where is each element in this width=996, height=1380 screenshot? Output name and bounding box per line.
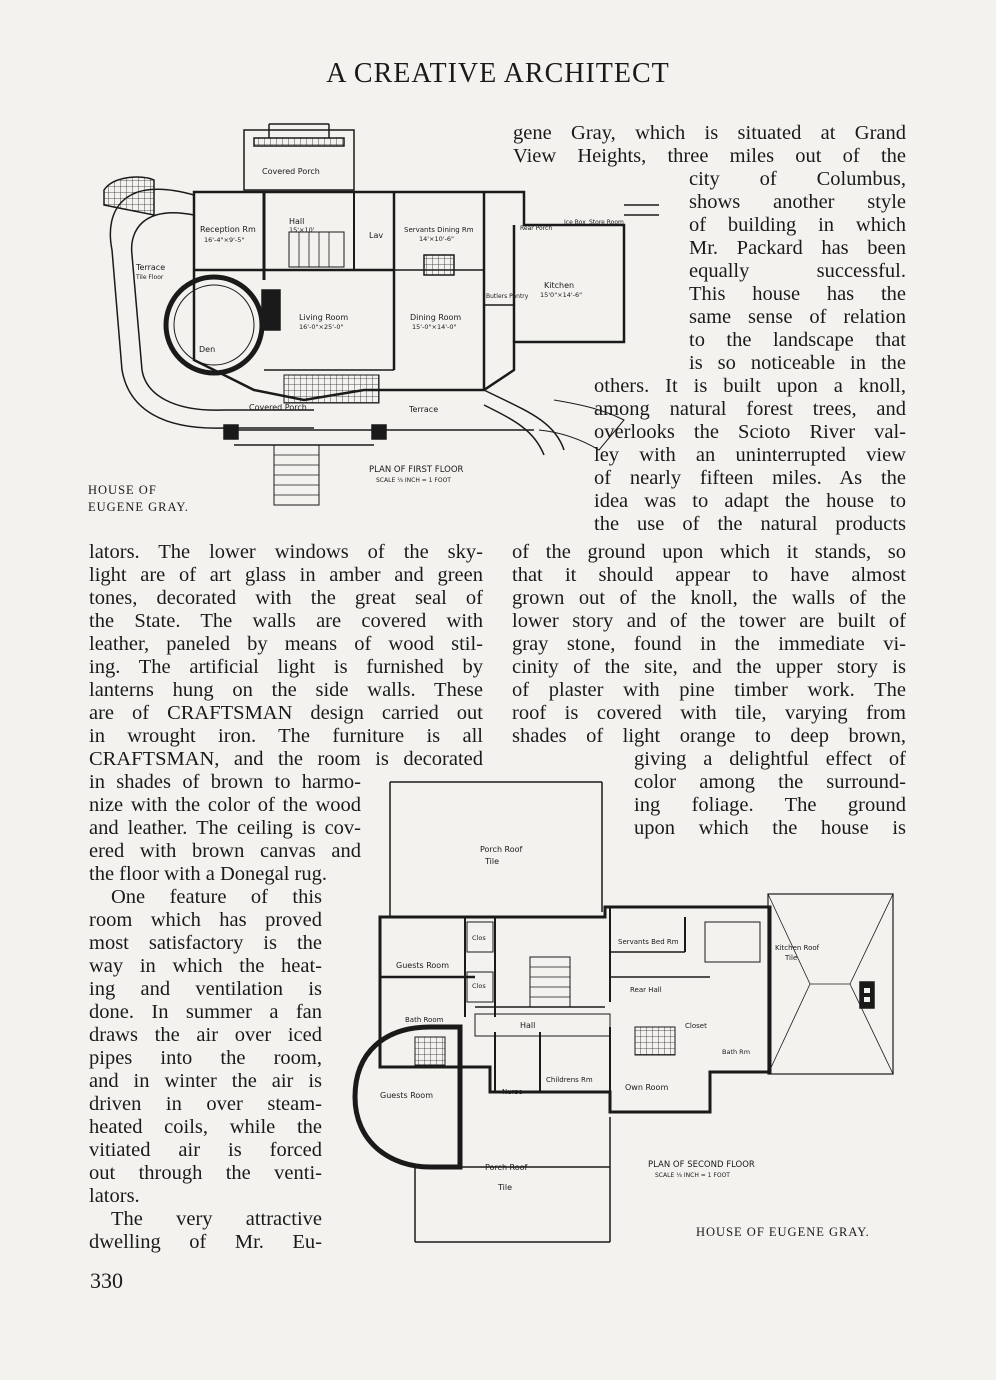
- plan-first-scale: SCALE ⅛ INCH = 1 FOOT: [376, 477, 451, 484]
- text-line: is so noticeable in the: [689, 352, 906, 374]
- plan-second-title: PLAN OF SECOND FLOOR: [648, 1160, 755, 1170]
- second-floor-plan-drawing: [340, 772, 912, 1250]
- first-floor-plan-drawing: [84, 120, 664, 520]
- label-bath-room-left: Bath Room: [405, 1016, 444, 1024]
- text-line: idea was to adapt the house to: [594, 490, 906, 512]
- plan-second-scale: SCALE ⅛ INCH = 1 FOOT: [655, 1172, 730, 1179]
- text-line: giving a delightful effect of: [634, 748, 906, 770]
- text-line: that it should appear to have almost: [512, 564, 906, 586]
- text-line: ing and ventilation is: [89, 978, 322, 1000]
- page-title: A CREATIVE ARCHITECT: [326, 58, 670, 89]
- text-line: way in which the heat-: [89, 955, 322, 977]
- label-hall-dim: 15'×10': [289, 226, 315, 234]
- text-line: room which has proved: [89, 909, 322, 931]
- text-line: One feature of this: [111, 886, 322, 908]
- label-terrace-bottom: Terrace: [409, 405, 439, 414]
- text-line: driven in over steam-: [89, 1093, 322, 1115]
- text-line: of nearly fifteen miles. As the: [594, 467, 906, 489]
- caption-second-floor: HOUSE OF EUGENE GRAY.: [696, 1225, 870, 1239]
- text-line: gray stone, found in the immediate vi-: [512, 633, 906, 655]
- first-floor-plan: [84, 120, 664, 520]
- text-line: dwelling of Mr. Eu-: [89, 1231, 322, 1253]
- text-line: This house has the: [689, 283, 906, 305]
- text-line: most satisfactory is the: [89, 932, 322, 954]
- label-reception-dim: 16'-4"×9'-5": [204, 236, 245, 244]
- text-line: pipes into the room,: [89, 1047, 322, 1069]
- label-servants-dim: 14'×10'-6": [419, 235, 455, 243]
- label-living-dim: 16'-0"×25'-0": [299, 323, 344, 331]
- label-bath-rm-right: Bath Rm: [722, 1048, 751, 1056]
- label-kitchen-roof: Kitchen Roof: [775, 944, 820, 952]
- label-guests-room-top: Guests Room: [396, 961, 449, 970]
- text-line: color among the surround-: [634, 771, 906, 793]
- label-kitchen-dim: 15'0"×14'-6": [540, 291, 583, 299]
- text-line: upon which the house is: [634, 817, 906, 839]
- text-line: shows another style: [689, 191, 906, 213]
- text-line: cinity of the site, and the upper story is: [512, 656, 906, 678]
- label-living: Living Room: [299, 313, 349, 322]
- label-kitchen: Kitchen: [544, 281, 575, 290]
- text-line: shades of light orange to deep brown,: [512, 725, 906, 747]
- text-line: of plaster with pine timber work. The: [512, 679, 906, 701]
- text-line: to the landscape that: [689, 329, 906, 351]
- label-rear-hall: Rear Hall: [630, 986, 662, 994]
- label-porch-roof-top: Porch Roof: [480, 845, 523, 854]
- text-line: lators.: [89, 1185, 140, 1207]
- label-covered-porch-top: Covered Porch: [262, 167, 320, 176]
- plan-first-title: PLAN OF FIRST FLOOR: [369, 465, 464, 475]
- caption-first-line-1: HOUSE OF: [88, 483, 157, 497]
- label-lav: Lav: [369, 231, 384, 240]
- text-line: vitiated air is forced: [89, 1139, 322, 1161]
- left-full-text: [89, 541, 483, 771]
- text-line: ing foliage. The ground: [634, 794, 906, 816]
- label-servants-bed: Servants Bed Rm: [618, 938, 679, 946]
- right-top-text: [513, 122, 906, 168]
- label-reception: Reception Rm: [200, 225, 256, 234]
- text-line: ered with brown canvas and: [89, 840, 361, 862]
- second-floor-plan: [340, 772, 912, 1250]
- text-line: CRAFTSMAN, and the room is decorated: [89, 748, 483, 770]
- text-line: nize with the color of the wood: [89, 794, 361, 816]
- text-line: roof is covered with tile, varying from: [512, 702, 906, 724]
- text-line: overlooks the Scioto River val-: [594, 421, 906, 443]
- text-line: same sense of relation: [689, 306, 906, 328]
- text-line: draws the air over iced: [89, 1024, 322, 1046]
- text-line: lower story and of the tower are built of: [512, 610, 906, 632]
- text-line: The very attractive: [111, 1208, 322, 1230]
- label-terrace-left: Terrace: [136, 263, 166, 272]
- label-rear-porch: Rear Porch: [520, 225, 553, 232]
- left-narrow-text: [89, 886, 322, 1254]
- text-line: of building in which: [689, 214, 906, 236]
- label-childrens-rm: Childrens Rm: [546, 1076, 593, 1084]
- text-line: of the ground upon which it stands, so: [512, 541, 906, 563]
- text-line: Mr. Packard has been: [689, 237, 906, 259]
- label-own-room: Own Room: [625, 1083, 669, 1092]
- label-terrace-left-sub: Tile Floor: [136, 274, 164, 281]
- right-narrow-text: [689, 168, 906, 375]
- text-line: others. It is built upon a knoll,: [594, 375, 906, 397]
- label-butlers-pantry: Butlers Pantry: [486, 293, 529, 300]
- label-servants-dining: Servants Dining Rm: [404, 226, 474, 234]
- text-line: View Heights, three miles out of the: [513, 145, 906, 167]
- right-full-text: [512, 541, 906, 748]
- label-hall: Hall: [520, 1021, 536, 1030]
- text-line: light are of art glass in amber and green: [89, 564, 483, 586]
- left-medium-text: [89, 771, 361, 886]
- text-line: in shades of brown to harmo-: [89, 771, 361, 793]
- label-ice-box: Ice Box: [564, 219, 586, 226]
- right-mid-text: [594, 375, 906, 536]
- label-store-room: Store Room: [589, 219, 624, 226]
- text-line: among natural forest trees, and: [594, 398, 906, 420]
- text-line: heated coils, while the: [89, 1116, 322, 1138]
- caption-first-line-2: EUGENE GRAY.: [88, 500, 189, 514]
- text-line: the State. The walls are covered with: [89, 610, 483, 632]
- label-porch-roof-bottom-sub: Tile: [498, 1183, 513, 1192]
- text-line: city of Columbus,: [689, 168, 906, 190]
- text-line: equally successful.: [689, 260, 906, 282]
- label-kitchen-roof-sub: Tile: [785, 954, 798, 962]
- text-line: out through the venti-: [89, 1162, 322, 1184]
- text-line: leather, paneled by means of wood stil-: [89, 633, 483, 655]
- label-clos-2: Clos: [472, 982, 486, 990]
- text-line: done. In summer a fan: [89, 1001, 322, 1023]
- text-line: lanterns hung on the side walls. These: [89, 679, 483, 701]
- label-clos-1: Clos: [472, 934, 486, 942]
- label-dining: Dining Room: [410, 313, 462, 322]
- label-porch-roof-bottom: Porch Roof: [485, 1163, 528, 1172]
- label-dining-dim: 15'-0"×14'-0": [412, 323, 457, 331]
- text-line: are of CRAFTSMAN design carried out: [89, 702, 483, 724]
- text-line: grown out of the knoll, the walls of the: [512, 587, 906, 609]
- label-hall: Hall: [289, 217, 305, 226]
- text-line: ing. The artificial light is furnished by: [89, 656, 483, 678]
- text-line: tones, decorated with the great seal of: [89, 587, 483, 609]
- label-porch-roof-top-sub: Tile: [485, 857, 500, 866]
- label-covered-porch-bottom: Covered Porch: [249, 403, 307, 412]
- text-line: ley with an uninterrupted view: [594, 444, 906, 466]
- page-number: 330: [90, 1268, 123, 1293]
- text-line: and in winter the air is: [89, 1070, 322, 1092]
- caption-first-floor: [88, 482, 189, 516]
- label-closet: Closet: [685, 1022, 707, 1030]
- text-line: lators. The lower windows of the sky-: [89, 541, 483, 563]
- text-line: in wrought iron. The furniture is all: [89, 725, 483, 747]
- text-line: gene Gray, which is situated at Grand: [513, 122, 906, 144]
- label-nurse: Nurse: [502, 1088, 523, 1096]
- text-line: the floor with a Donegal rug.: [89, 863, 327, 885]
- text-line: the use of the natural products: [594, 513, 906, 535]
- label-den: Den: [199, 345, 216, 354]
- label-guests-room-round: Guests Room: [380, 1091, 433, 1100]
- text-line: and leather. The ceiling is cov-: [89, 817, 361, 839]
